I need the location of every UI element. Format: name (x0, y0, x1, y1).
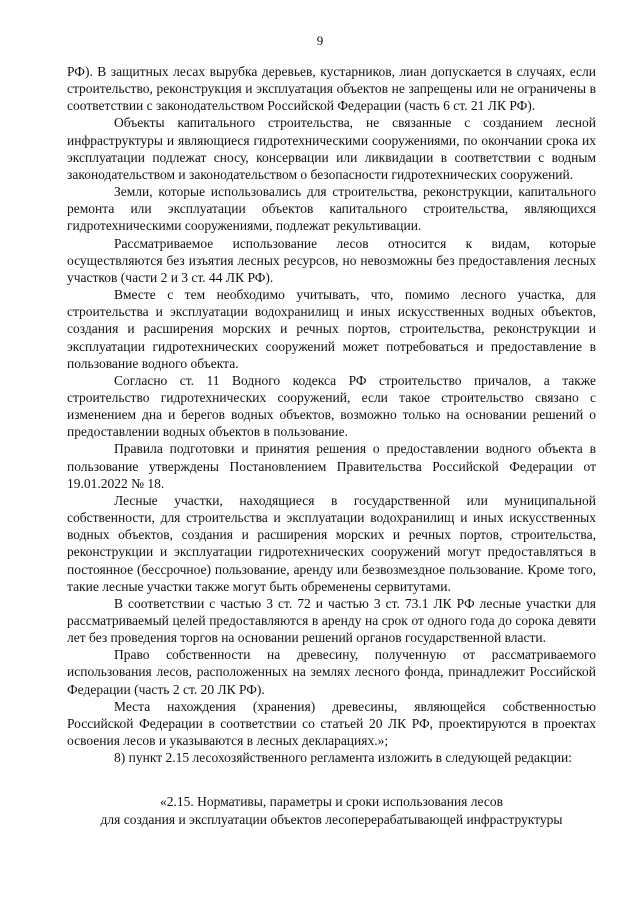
paragraph-5: Вместе с тем необходимо учитывать, что, помимо лесного участка, для строительства и эксплуатации водохранилищ и иных искусственных водных объектов, создания и расширения морских и речных портов, строительства, реконструкции и эксплуатации гидротехнических сооружений может потребоваться и предоставление в пользование водного объекта. (67, 287, 596, 371)
paragraph-1: РФ). В защитных лесах вырубка деревьев, кустарников, лиан допускается в случаях, если строительство, реконструкция и эксплуатация объектов не запрещены или не ограничены в соответствии с законодательством Российской Федерации (часть 6 ст. 21 ЛК РФ). (67, 64, 596, 114)
paragraph-4: Рассматриваемое использование лесов относится к видам, которые осуществляются без изъятия лесных ресурсов, но невозможны без предоставления лесных участков (части 2 и 3 ст. 44 ЛК РФ). (67, 235, 596, 285)
section-heading (67, 793, 596, 827)
section-heading-line-2: для создания и эксплуатации объектов лесоперерабатывающей инфраструктуры (100, 811, 563, 827)
paragraph-6: Согласно ст. 11 Водного кодекса РФ строительство причалов, а также строительство гидротехнических сооружений, если такое строительство связано с изменением дна и берегов водных объектов, возможно только на основании решений о предоставлении водных объектов в пользование. (67, 372, 596, 440)
paragraph-3: Земли, которые использовались для строительства, реконструкции, капитального ремонта или эксплуатации объектов капитального строительства, являющихся гидротехническими сооружениями, подлежат рекультивации. (67, 184, 596, 234)
paragraph-2: Объекты капитального строительства, не связанные с созданием лесной инфраструктуры и являющиеся гидротехническими сооружениями, по окончании срока их эксплуатации подлежат сносу, консервации или ликвидации в соответствии с водным законодательством и законодательством о безопасности гидротехнических сооружений. (67, 115, 596, 182)
page-number: 9 (316, 33, 324, 48)
section-heading-line-1: «2.15. Нормативы, параметры и сроки использования лесов (160, 794, 503, 810)
paragraph-11: Места нахождения (хранения) древесины, являющейся собственностью Российской Федерации в соответствии со статьей 20 ЛК РФ, проектируются в проектах освоения лесов и указываются в лесных декларациях.»; (67, 698, 596, 749)
paragraph-10: Право собственности на древесину, полученную от рассматриваемого использования лесов, расположенных на землях лесного фонда, принадлежит Российской Федерации (часть 2 ст. 20 ЛК РФ). (67, 647, 596, 697)
paragraph-12: 8) пункт 2.15 лесохозяйственного регламента изложить в следующей редакции: (114, 750, 572, 766)
paragraph-8: Лесные участки, находящиеся в государственной или муниципальной собственности, для строительства и эксплуатации водохранилищ и иных искусственных водных объектов, создания и расширения морских и речных портов, строительства, реконструкции и эксплуатации гидротехнических сооружений могут предоставляться в постоянное (бессрочное) пользование, аренду или безвозмездное пользование. Кроме того, такие лесные участки также могут быть обременены сервитутами. (67, 492, 596, 594)
paragraph-9: В соответствии с частью 3 ст. 72 и частью 3 ст. 73.1 ЛК РФ лесные участки для рассматриваемый целей предоставляются в аренду на срок от одного года до сорока девяти лет без проведения торгов на основании решений органов государственной власти. (67, 595, 596, 646)
paragraph-7: Правила подготовки и принятия решения о предоставлении водного объекта в пользование утверждены Постановлением Правительства Российской Федерации от 19.01.2022 № 18. (67, 441, 596, 491)
document-body (67, 63, 596, 828)
